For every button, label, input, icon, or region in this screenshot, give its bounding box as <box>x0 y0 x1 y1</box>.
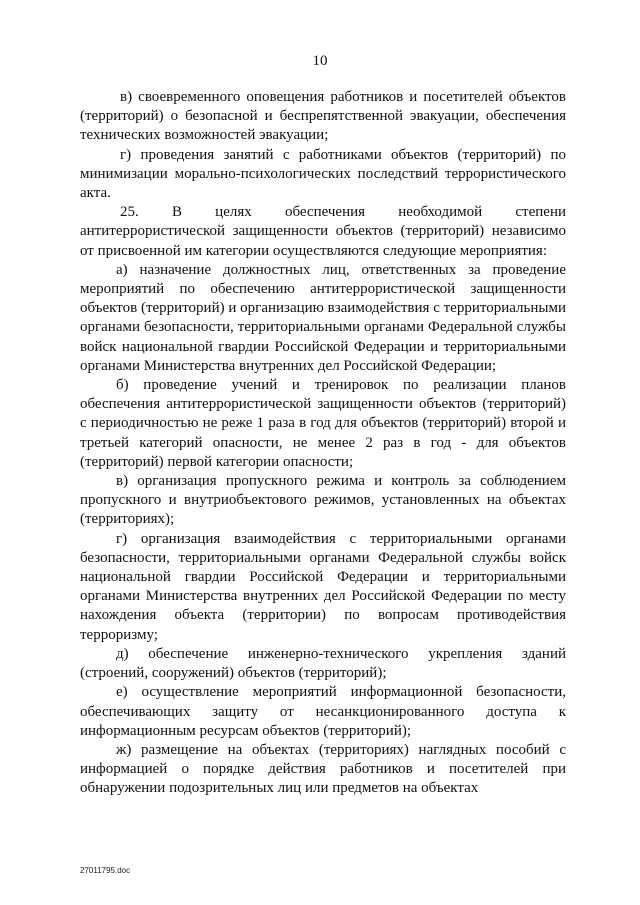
paragraph-e-information-security: е) осуществление мероприятий информационной безопасности, обеспечивающих защиту от несанкционированного доступа к информационным ресурсам объектов (территорий); <box>80 684 566 739</box>
paragraph-v-evacuation-warning: в) своевременного оповещения работников и посетителей объектов (территорий) о безопасной и беспрепятственной эвакуации, обеспечения технических возможностей эвакуации; <box>80 89 566 144</box>
paragraph-a-appointment: а) назначение должностных лиц, ответственных за проведение мероприятий по обеспечению антитеррористической защищенности объектов (территорий) и организацию взаимодействия с территориальными органами безопасности, территориальными органами Федеральной службы войск национальной гвардии Российской Федерации и территориальными органами Министерства внутренних дел Российской Федерации; <box>80 261 566 374</box>
paragraph-g-training-sessions: г) проведения занятий с работниками объектов (территорий) по минимизации морально-психологических последствий террористического акта. <box>80 146 566 202</box>
paragraph-zh-visual-aids: ж) размещение на объектах (территориях) наглядных пособий с информацией о порядке действия работников и посетителей при обнаружении подозрительных лиц или предметов на объектах <box>80 741 566 797</box>
paragraph-25-intro: 25. В целях обеспечения необходимой степени антитеррористической защищенности объектов (территорий) независимо от присвоенной им категории осуществляются следующие мероприятия: <box>80 204 566 259</box>
paragraph-b-exercises: б) проведение учений и тренировок по реализации планов обеспечения антитеррористической защищенности объектов (территорий) с периодичностью не реже 1 раза в год для объектов (территорий) второй и третьей категорий опасности, не менее 2 раз в год - для объектов (территорий) первой категории опасности; <box>80 377 566 470</box>
document-body <box>80 88 566 799</box>
paragraph-g-interaction: г) организация взаимодействия с территориальными органами безопасности, территориальными органами Федеральной службы войск национальной гвардии Российской Федерации и территориальными органами Министерства внутренних дел Российской Федерации по месту нахождения объекта (территории) по вопросам противодействия терроризму; <box>80 530 566 643</box>
paragraph-v-access-control: в) организация пропускного режима и контроль за соблюдением пропускного и внутриобъектового режимов, установленных на объектах (территориях); <box>80 473 566 528</box>
paragraph-d-engineering: д) обеспечение инженерно-технического укрепления зданий (строений, сооружений) объектов (территорий); <box>80 645 566 682</box>
page-number: 10 <box>312 53 328 69</box>
document-file-name: 27011795.doc <box>80 866 131 875</box>
